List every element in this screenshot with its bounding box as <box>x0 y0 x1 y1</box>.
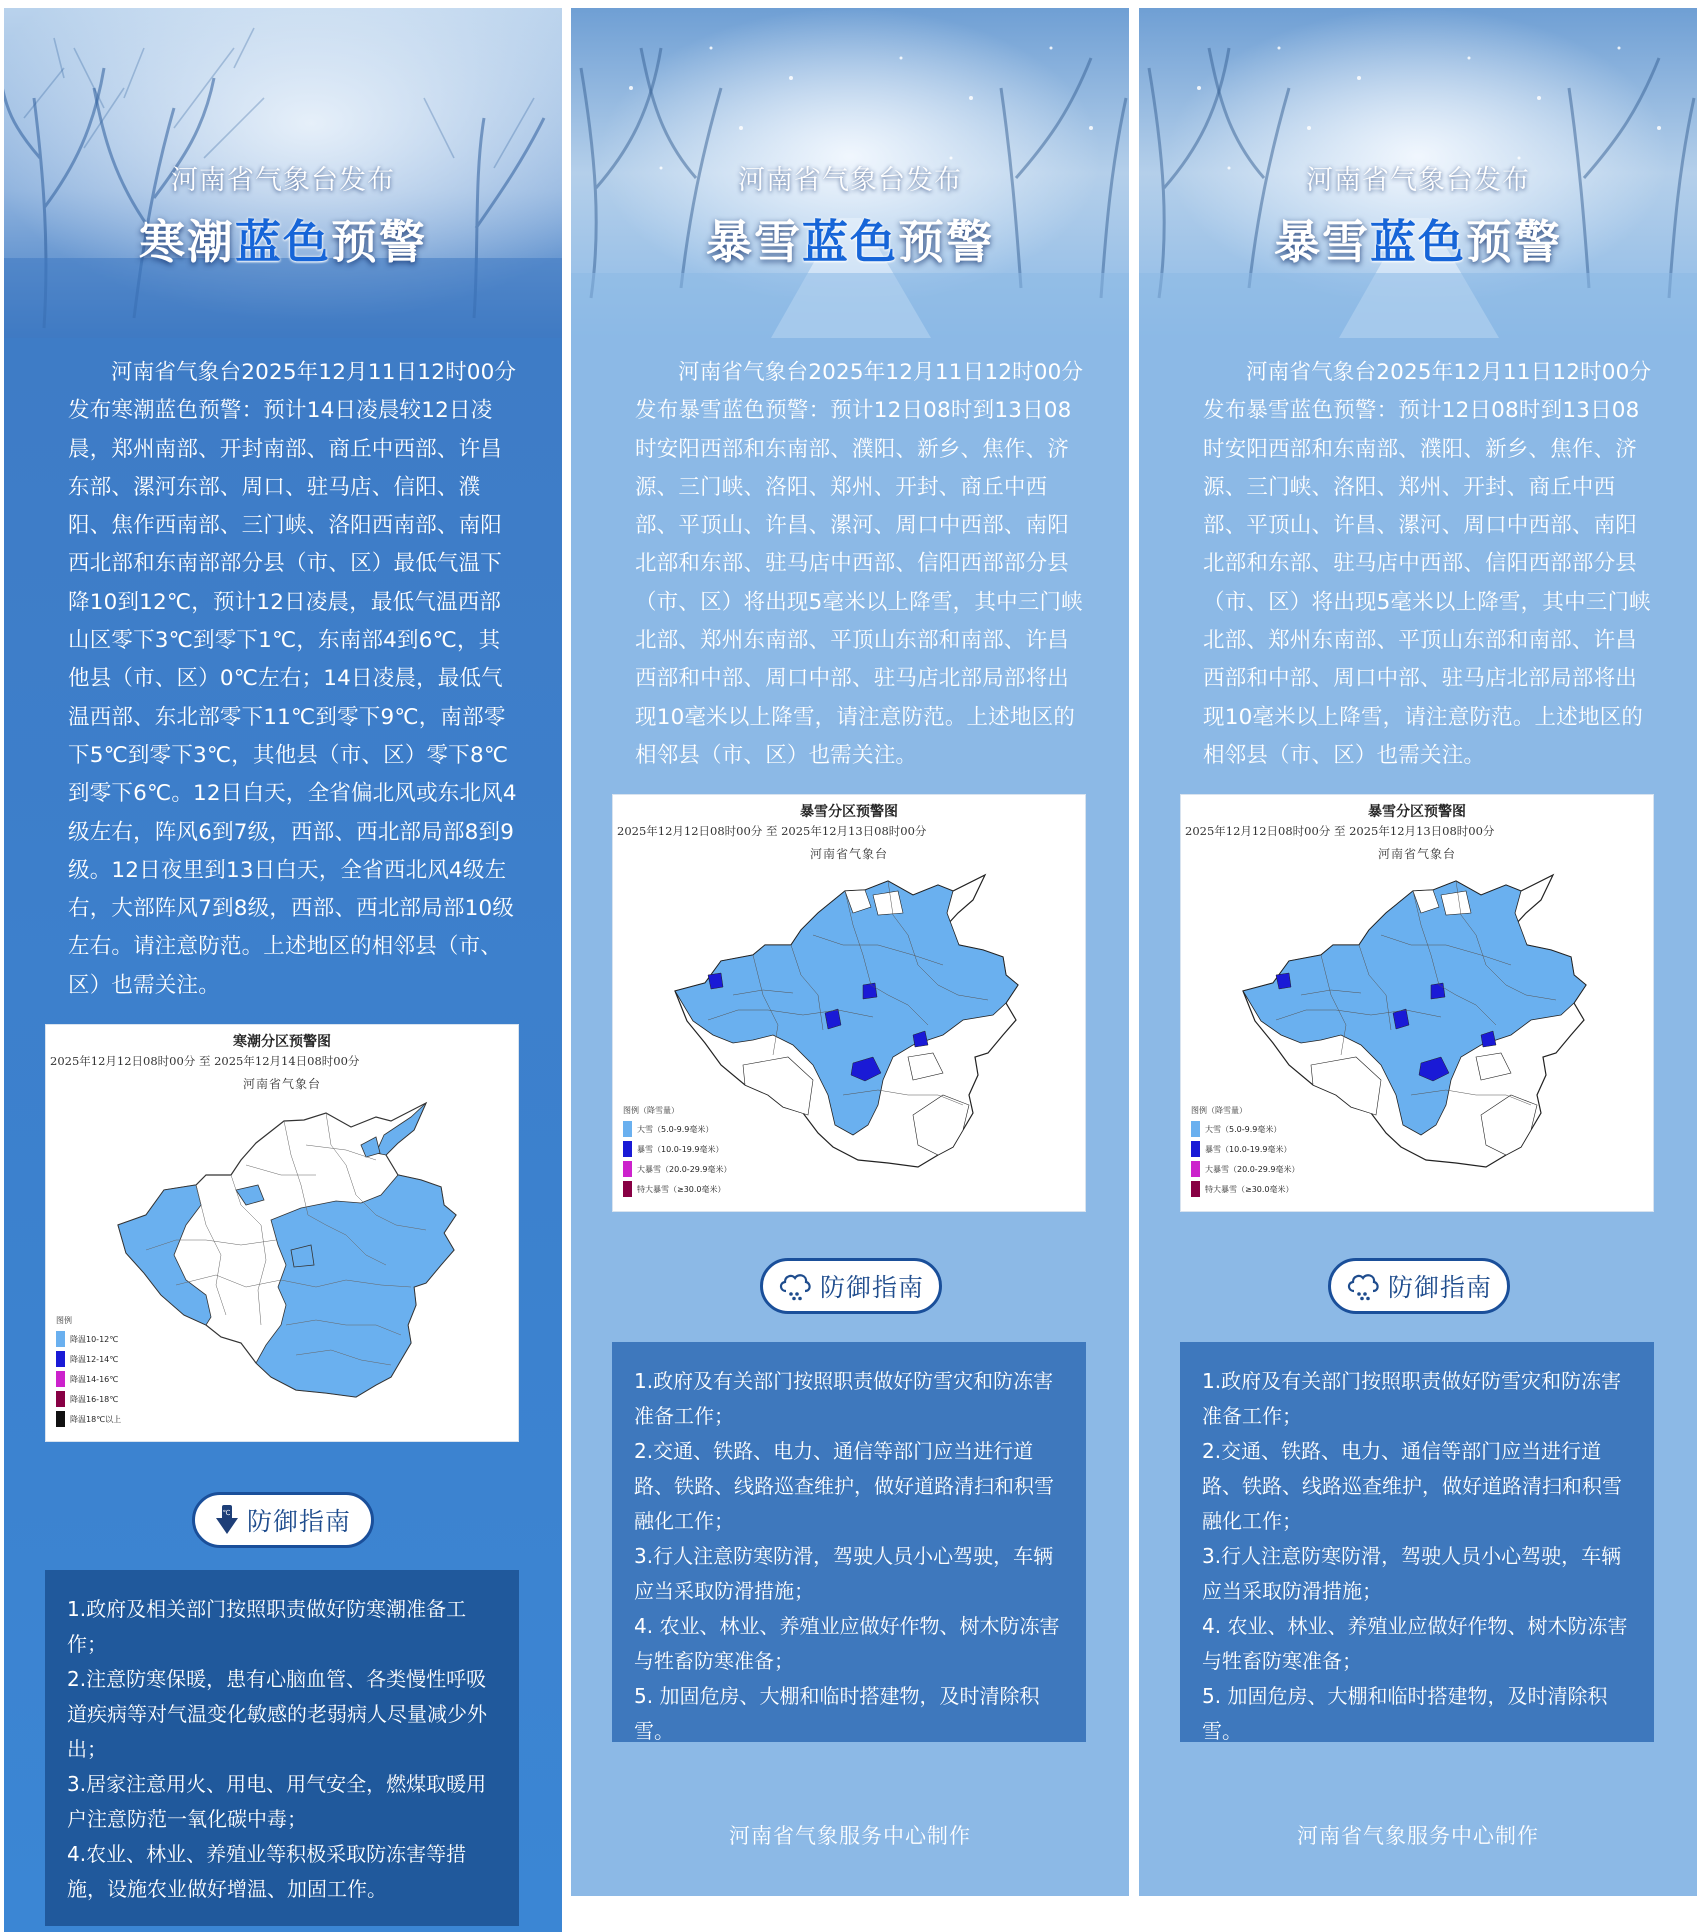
legend-title: 图例（降雪量） <box>623 1106 679 1115</box>
legend-label: 大雪（5.0-9.9毫米） <box>637 1124 714 1134</box>
legend-label: 特大暴雪（≥30.0毫米） <box>1205 1184 1294 1194</box>
defense-guide-button[interactable] <box>192 1492 374 1548</box>
headline-suffix: 预警 <box>331 215 427 269</box>
legend-item <box>623 1119 732 1139</box>
legend-item <box>56 1369 121 1389</box>
guide-item: 5. 加固危房、大棚和临时搭建物，及时清除积雪。 <box>1202 1684 1608 1743</box>
warning-headline <box>4 206 562 272</box>
guide-item: 4. 农业、林业、养殖业应做好作物、树木防冻害与牲畜防寒准备； <box>634 1614 1060 1673</box>
header-banner <box>571 8 1129 338</box>
legend-swatch <box>1191 1181 1200 1197</box>
legend-title: 图例 <box>56 1316 72 1325</box>
publisher-label: 河南省气象台发布 <box>738 165 962 196</box>
legend-swatch <box>56 1411 65 1427</box>
legend-item <box>1191 1159 1300 1179</box>
legend-swatch <box>56 1391 65 1407</box>
legend-label: 降温16-18℃ <box>70 1394 119 1404</box>
snow-cloud-icon <box>778 1271 812 1301</box>
legend-label: 大暴雪（20.0-29.9毫米） <box>1205 1164 1300 1174</box>
warning-zone-map <box>1180 794 1654 1212</box>
map-title: 寒潮分区预警图 <box>233 1034 331 1050</box>
warning-zone-map <box>45 1024 519 1442</box>
guide-item: 1.政府及相关部门按照职责做好防寒潮准备工作； <box>67 1597 467 1656</box>
snow-cloud-icon <box>1346 1271 1380 1301</box>
guide-item: 2.注意防寒保暖，患有心脑血管、各类慢性呼吸道疾病等对气温变化敏感的老弱病人尽量减少外出； <box>67 1667 487 1761</box>
blizzard-warning-panel <box>1139 8 1697 1896</box>
warning-headline <box>571 206 1129 272</box>
headline-level-color: 蓝色 <box>235 215 331 269</box>
map-issuer: 河南省气象台 <box>809 847 888 861</box>
guide-item: 3.行人注意防寒防滑，驾驶人员小心驾驶，车辆应当采取防滑措施； <box>1202 1544 1622 1603</box>
map-period: 2025年12月12日08时00分 至 2025年12月14日08时00分 <box>50 1054 360 1068</box>
legend-label: 暴雪（10.0-19.9毫米） <box>637 1144 724 1154</box>
header-banner <box>1139 8 1697 338</box>
legend-item <box>1191 1119 1300 1139</box>
guide-item: 5. 加固危房、大棚和临时搭建物，及时清除积雪。 <box>634 1684 1040 1743</box>
guide-item: 4. 农业、林业、养殖业应做好作物、树木防冻害与牲畜防寒准备； <box>1202 1614 1628 1673</box>
guide-item: 1.政府及有关部门按照职责做好防雪灾和防冻害准备工作； <box>1202 1369 1622 1428</box>
map-legend <box>56 1315 121 1429</box>
legend-label: 暴雪（10.0-19.9毫米） <box>1205 1144 1292 1154</box>
defense-guide-button[interactable] <box>760 1258 942 1314</box>
publisher-label: 河南省气象台发布 <box>171 165 395 196</box>
defense-guide-label: 防御指南 <box>819 1273 924 1302</box>
headline-suffix: 预警 <box>898 215 994 269</box>
producer-footer: 河南省气象服务中心制作 <box>1297 1824 1539 1848</box>
defense-guide-label: 防御指南 <box>246 1507 351 1536</box>
warning-zone-map <box>612 794 1086 1212</box>
guide-item: 3.行人注意防寒防滑，驾驶人员小心驾驶，车辆应当采取防滑措施； <box>634 1544 1054 1603</box>
blizzard-warning-panel <box>571 8 1129 1896</box>
legend-swatch <box>56 1331 65 1347</box>
legend-swatch <box>56 1371 65 1387</box>
defense-guide-list <box>612 1342 1086 1742</box>
legend-item <box>56 1409 121 1429</box>
guide-item: 2.交通、铁路、电力、通信等部门应当进行道路、铁路、线路巡查维护，做好道路清扫和积雪融化工作； <box>1202 1439 1622 1533</box>
legend-swatch <box>623 1181 632 1197</box>
legend-title: 图例（降雪量） <box>1191 1106 1247 1115</box>
legend-label: 特大暴雪（≥30.0毫米） <box>637 1184 726 1194</box>
guide-item: 2.交通、铁路、电力、通信等部门应当进行道路、铁路、线路巡查维护，做好道路清扫和积雪融化工作； <box>634 1439 1054 1533</box>
legend-label: 降温10-12℃ <box>70 1334 119 1344</box>
map-period: 2025年12月12日08时00分 至 2025年12月13日08时00分 <box>1185 824 1495 838</box>
legend-item <box>1191 1179 1300 1199</box>
defense-guide-list <box>1180 1342 1654 1742</box>
legend-label: 降温14-16℃ <box>70 1374 119 1384</box>
legend-swatch <box>1191 1161 1200 1177</box>
headline-level-color: 蓝色 <box>802 215 898 269</box>
headline-type: 暴雪 <box>706 215 802 269</box>
defense-guide-button[interactable] <box>1328 1258 1510 1314</box>
guide-item: 3.居家注意用火、用电、用气安全，燃煤取暖用户注意防范一氧化碳中毒； <box>67 1772 487 1831</box>
warning-body-text: 河南省气象台2025年12月11日12时00分发布寒潮蓝色预警：预计14日凌晨较12日凌晨，郑州南部、开封南部、商丘中西部、许昌东部、漯河东部、周口、驻马店、信阳、濮阳、焦作西南部、三门峡、洛阳西南部、南阳西北部和东南部部分县（市、区）最低气温下降10到12℃，预计12日凌晨，最低气温西部山区零下3℃到零下1℃，东南部4到6℃，其他县（市、区）0℃左右；14日凌晨，最低气温西部、东北部零下11℃到零下9℃，南部零下5℃到零下3℃，其他县（市、区）零下8℃到零下6℃。12日白天，全省偏北风或东北风4级左右，阵风6到7级，西部、西北部局部8到9级。12日夜里到13日白天，全省西北风4级左右，大部阵风7到8级，西部、西北部局部10级左右。请注意防范。上述地区的相邻县（市、区）也需关注。 <box>68 360 517 998</box>
thermometer-down-icon <box>215 1504 239 1536</box>
legend-swatch <box>1191 1141 1200 1157</box>
legend-swatch <box>56 1351 65 1367</box>
legend-swatch <box>1191 1121 1200 1137</box>
map-legend <box>1191 1105 1300 1199</box>
headline-type: 暴雪 <box>1274 215 1370 269</box>
legend-item <box>56 1349 121 1369</box>
map-legend <box>623 1105 732 1199</box>
defense-guide-list <box>45 1570 519 1926</box>
warning-body-text: 河南省气象台2025年12月11日12时00分发布暴雪蓝色预警：预计12日08时到13日08时安阳西部和东南部、濮阳、新乡、焦作、济源、三门峡、洛阳、郑州、开封、商丘中西部、平顶山、许昌、漯河、周口中西部、南阳北部和东部、驻马店中西部、信阳西部部分县（市、区）将出现5毫米以上降雪，其中三门峡北部、郑州东南部、平顶山东部和南部、许昌西部和中部、周口中部、驻马店北部局部将出现10毫米以上降雪，请注意防范。上述地区的相邻县（市、区）也需关注。 <box>635 360 1084 768</box>
legend-label: 大雪（5.0-9.9毫米） <box>1205 1124 1282 1134</box>
legend-swatch <box>623 1161 632 1177</box>
cold-wave-warning-panel <box>4 8 562 1932</box>
guide-item: 4.农业、林业、养殖业等积极采取防冻害等措施，设施农业做好增温、加固工作。 <box>67 1842 467 1901</box>
header-banner <box>4 8 562 338</box>
headline-level-color: 蓝色 <box>1370 215 1466 269</box>
legend-item <box>56 1329 121 1349</box>
map-title: 暴雪分区预警图 <box>1368 804 1466 820</box>
legend-swatch <box>623 1121 632 1137</box>
legend-item <box>623 1139 732 1159</box>
map-title: 暴雪分区预警图 <box>800 804 898 820</box>
map-issuer: 河南省气象台 <box>1377 847 1456 861</box>
headline-suffix: 预警 <box>1466 215 1562 269</box>
map-issuer: 河南省气象台 <box>242 1077 321 1091</box>
legend-label: 降温12-14℃ <box>70 1354 119 1364</box>
defense-guide-label: 防御指南 <box>1387 1273 1492 1302</box>
svg-text:℃: ℃ <box>222 1509 232 1517</box>
legend-label: 大暴雪（20.0-29.9毫米） <box>637 1164 732 1174</box>
warning-body-text: 河南省气象台2025年12月11日12时00分发布暴雪蓝色预警：预计12日08时到13日08时安阳西部和东南部、濮阳、新乡、焦作、济源、三门峡、洛阳、郑州、开封、商丘中西部、平顶山、许昌、漯河、周口中西部、南阳北部和东部、驻马店中西部、信阳西部部分县（市、区）将出现5毫米以上降雪，其中三门峡北部、郑州东南部、平顶山东部和南部、许昌西部和中部、周口中部、驻马店北部局部将出现10毫米以上降雪，请注意防范。上述地区的相邻县（市、区）也需关注。 <box>1203 360 1652 768</box>
headline-type: 寒潮 <box>139 215 235 269</box>
legend-item <box>623 1179 732 1199</box>
legend-item <box>623 1159 732 1179</box>
legend-item <box>56 1389 121 1409</box>
legend-swatch <box>623 1141 632 1157</box>
legend-label: 降温18℃以上 <box>70 1414 122 1424</box>
map-period: 2025年12月12日08时00分 至 2025年12月13日08时00分 <box>617 824 927 838</box>
legend-item <box>1191 1139 1300 1159</box>
warning-headline <box>1139 206 1697 272</box>
publisher-label: 河南省气象台发布 <box>1306 165 1530 196</box>
guide-item: 1.政府及有关部门按照职责做好防雪灾和防冻害准备工作； <box>634 1369 1054 1428</box>
producer-footer: 河南省气象服务中心制作 <box>729 1824 971 1848</box>
